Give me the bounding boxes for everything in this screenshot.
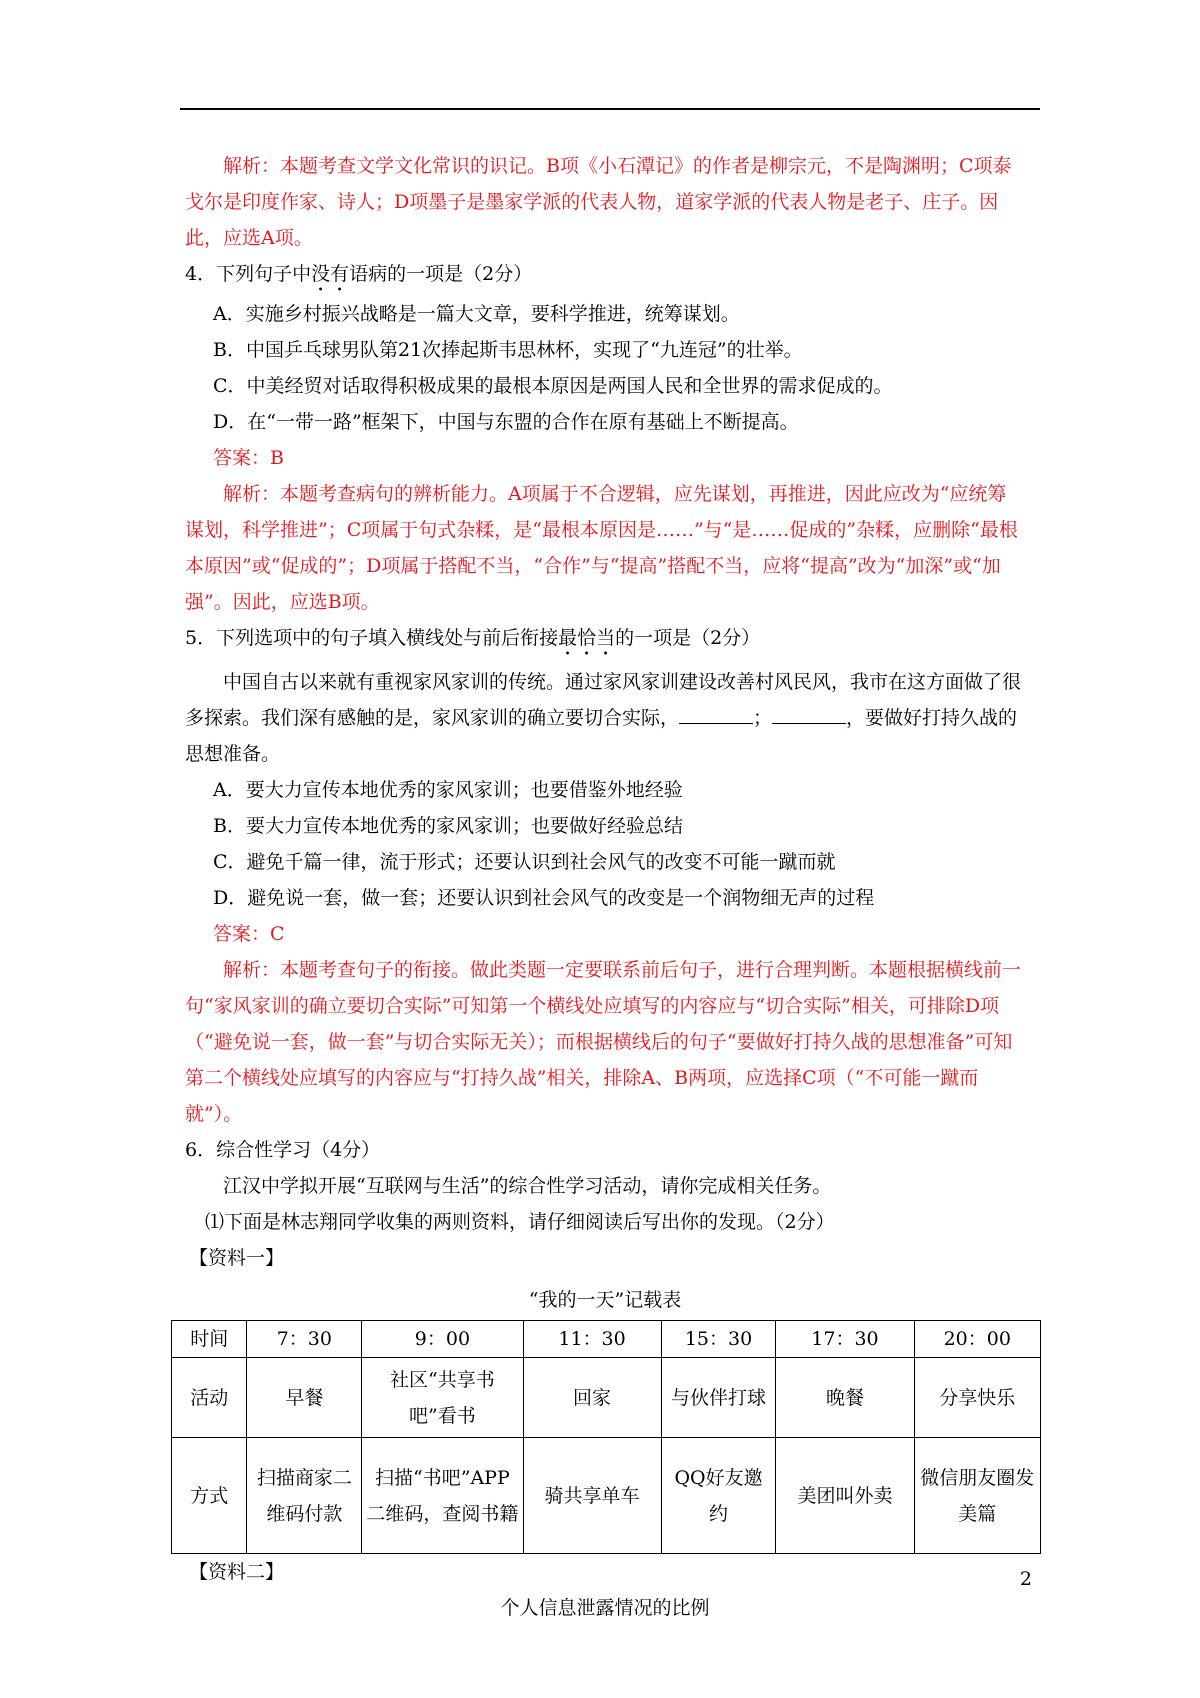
table-cell: 骑共享单车	[523, 1438, 661, 1554]
q5-answer: 答案：C	[213, 923, 285, 945]
q5-blank-2	[772, 703, 846, 724]
q5-stem	[185, 620, 1025, 660]
table-row	[172, 1438, 1041, 1554]
q4-option-b: B．中国乒乓球男队第21次捧起斯韦思林杯，实现了“九连冠”的壮举。	[213, 339, 803, 361]
q4-option-c: C．中美经贸对话取得积极成果的最根本原因是两国人民和全世界的需求促成的。	[213, 375, 893, 397]
q5-passage-b: ，要做好打持久战的思想准备。	[185, 707, 1018, 765]
q5-stem-b: 的一项是（2分）	[615, 627, 761, 649]
q5-analysis: 解析：本题考查句子的衔接。做此类题一定要联系前后句子，进行合理判断。本题根据横线前一句“家风家训的确立要切合实际”可知第一个横线处应填写的内容应与“切合实际”相关，可排除D项（“避免说一套，做一套”与切合实际无关）；而根据横线后的句子“要做好打持久战的思想准备”可知第二个横线处应填写的内容应与“打持久战”相关，排除A、B两项，应选择C项（“不可能一蹴而就”）。	[185, 959, 1022, 1125]
q5-blank-1	[679, 703, 753, 724]
q5-option-d: D．避免说一套，做一套；还要认识到社会风气的改变是一个润物细无声的过程	[213, 887, 875, 909]
header-rule	[180, 108, 1040, 110]
q4-analysis: 解析：本题考查病句的辨析能力。A项属于不合逻辑，应先谋划，再推进，因此应改为“应统筹谋划，科学推进”；C项属于句式杂糅，是“最根本原因是……”与“是……促成的”杂糅，应删除“最根本原因”或“促成的”；D项属于搭配不当，“合作”与“提高”搭配不当，应将“提高”改为“加深”或“加强”。因此，应选B项。	[185, 483, 1018, 613]
q6-intro: 江汉中学拟开展“互联网与生活”的综合性学习活动，请你完成相关任务。	[223, 1175, 832, 1197]
table-row-header: 时间	[172, 1321, 247, 1358]
material-2-label: 【资料二】	[189, 1561, 285, 1583]
table-title: “我的一天”记载表	[528, 1289, 682, 1311]
table-cell: 早餐	[247, 1358, 362, 1438]
table-cell: 晚餐	[776, 1358, 914, 1438]
table-cell: 微信朋友圈发美篇	[914, 1438, 1040, 1554]
table-cell: 20：00	[914, 1321, 1040, 1358]
page-content	[185, 148, 1035, 1626]
q6-stem: 6．综合性学习（4分）	[185, 1139, 381, 1161]
q4-stem-b: 语病的一项是（2分）	[349, 263, 533, 285]
table-cell: 扫描商家二维码付款	[247, 1438, 362, 1554]
table-cell: 分享快乐	[914, 1358, 1040, 1438]
table-cell: 与伙伴打球	[661, 1358, 776, 1438]
q3-analysis: 解析：本题考查文学文化常识的识记。B项《小石潭记》的作者是柳宗元，不是陶渊明；C项泰戈尔是印度作家、诗人；D项墨子是墨家学派的代表人物，道家学派的代表人物是老子、庄子。因此，应选A项。	[185, 155, 1012, 249]
q5-option-a: A．要大力宣传本地优秀的家风家训；也要借鉴外地经验	[213, 779, 683, 801]
q4-option-d: D．在“一带一路”框架下，中国与东盟的合作在原有基础上不断提高。	[213, 411, 799, 433]
table-cell: QQ好友邀约	[661, 1438, 776, 1554]
q4-answer: 答案：B	[213, 447, 284, 469]
table-cell: 17：30	[776, 1321, 914, 1358]
table-cell: 9：00	[362, 1321, 523, 1358]
material-1-label: 【资料一】	[189, 1247, 285, 1269]
table-cell: 回家	[523, 1358, 661, 1438]
table-cell: 扫描“书吧”APP二维码，查阅书籍	[362, 1438, 523, 1554]
q4-stem	[185, 256, 1025, 296]
table-cell: 美团叫外卖	[776, 1438, 914, 1554]
daily-record-table	[171, 1320, 1041, 1554]
table-row	[172, 1358, 1041, 1438]
table-row-header: 活动	[172, 1358, 247, 1438]
table-cell: 社区“共享书吧”看书	[362, 1358, 523, 1438]
q5-passage-a: 中国自古以来就有重视家风家训的传统。通过家风家训建设改善村风民风，我市在这方面做了很多探索。我们深有感触的是，家风家训的确立要切合实际，	[185, 671, 1022, 729]
chart-title: 个人信息泄露情况的比例	[500, 1597, 710, 1619]
table-row-header: 方式	[172, 1438, 247, 1554]
table-cell: 11：30	[523, 1321, 661, 1358]
table-row	[172, 1321, 1041, 1358]
table-cell: 15：30	[661, 1321, 776, 1358]
q4-stem-emphasis: 没有	[311, 263, 350, 285]
q5-passage-sep: ；	[753, 707, 773, 729]
page-number: 2	[1019, 1568, 1032, 1590]
q6-sub1: ⑴下面是林志翔同学收集的两则资料，请仔细阅读后写出你的发现。（2分）	[205, 1211, 835, 1233]
q5-stem-a: 5．下列选项中的句子填入横线处与前后衔接	[185, 627, 559, 649]
q4-option-a: A．实施乡村振兴战略是一篇大文章，要科学推进，统筹谋划。	[213, 303, 740, 325]
q5-stem-emphasis: 最恰当	[558, 627, 616, 649]
q4-stem-a: 4．下列句子中	[185, 263, 312, 285]
q5-passage	[185, 664, 1025, 772]
table-cell: 7：30	[247, 1321, 362, 1358]
q5-option-c: C．避免千篇一律，流于形式；还要认识到社会风气的改变不可能一蹴而就	[213, 851, 836, 873]
q5-option-b: B．要大力宣传本地优秀的家风家训；也要做好经验总结	[213, 815, 683, 837]
